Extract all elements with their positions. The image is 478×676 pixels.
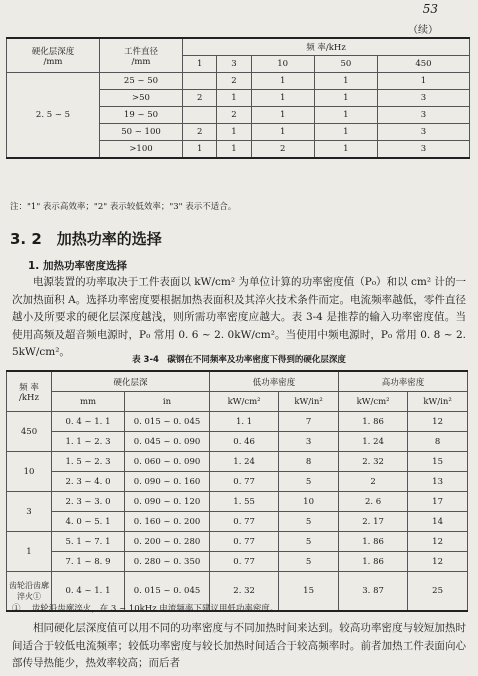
table-cell: 0. 045 ~ 0. 090: [125, 432, 210, 452]
table-cell: 2: [251, 141, 314, 159]
freq-group: 3: [7, 492, 52, 532]
table-cell: 1: [314, 90, 377, 107]
table-cell: 3: [377, 141, 469, 159]
table-cell: 4. 0 ~ 5. 1: [52, 512, 125, 532]
depth-group: 2. 5 ~ 5: [7, 73, 100, 159]
table-cell: [183, 107, 217, 124]
table-cell: 1. 1 ~ 2. 3: [52, 432, 125, 452]
table-cell: 3: [377, 90, 469, 107]
table-cell: 1. 86: [338, 552, 407, 572]
table-cell: 0. 77: [210, 472, 279, 492]
table-cell: 12: [408, 532, 468, 552]
table-cell: 0. 015 ~ 0. 045: [125, 572, 210, 612]
table-cell: 1: [251, 90, 314, 107]
table-cell: 0. 090 ~ 0. 160: [125, 472, 210, 492]
table-cell: 1: [314, 107, 377, 124]
table-cell: 3: [377, 107, 469, 124]
table-cell: 25: [408, 572, 468, 612]
table-cell: 13: [408, 472, 468, 492]
table-note: 注："1" 表示高效率；"2" 表示较低效率；"3" 表示不适合。: [10, 202, 237, 212]
table-cell: 1: [251, 124, 314, 141]
table-cell: 1. 55: [210, 492, 279, 512]
freq-col: 1: [183, 56, 217, 73]
header-kwin: kW/in²: [279, 392, 339, 412]
table-cell: 3: [377, 124, 469, 141]
table-cell: 0. 015 ~ 0. 045: [125, 412, 210, 432]
table-cell: 1: [217, 141, 251, 159]
table-cell: 1. 86: [338, 532, 407, 552]
table-cell: 2. 32: [210, 572, 279, 612]
continued-label: （续）: [408, 25, 438, 36]
freq-col: 450: [377, 56, 469, 73]
table-cell: 10: [279, 492, 339, 512]
table-cell: 3: [279, 432, 339, 452]
table-cell: 0. 46: [210, 432, 279, 452]
gear-label: 齿轮沿齿廓淬火①: [7, 572, 52, 612]
table-cell: 1: [251, 73, 314, 90]
diameter-cell: 50 ~ 100: [100, 124, 183, 141]
freq-group: 450: [7, 412, 52, 452]
diameter-cell: 19 ~ 50: [100, 107, 183, 124]
table-cell: 1: [183, 141, 217, 159]
header-in: in: [125, 392, 210, 412]
table-cell: 12: [408, 552, 468, 572]
header-kwcm: kW/cm²: [210, 392, 279, 412]
header-freq: 频 率 /kHz: [7, 371, 52, 412]
table-cell: 0. 4 ~ 1. 1: [52, 572, 125, 612]
table-cell: 8: [408, 432, 468, 452]
freq-col: 10: [251, 56, 314, 73]
table-cell: 0. 77: [210, 552, 279, 572]
header-low: 低功率密度: [210, 371, 339, 392]
table-cell: [183, 73, 217, 90]
table-cell: 0. 160 ~ 0. 200: [125, 512, 210, 532]
table-cell: 8: [279, 452, 339, 472]
table-cell: 1. 24: [210, 452, 279, 472]
table-cell: 1: [314, 141, 377, 159]
table-cell: 0. 060 ~ 0. 090: [125, 452, 210, 472]
table-cell: 0. 090 ~ 0. 120: [125, 492, 210, 512]
table-cell: 15: [279, 572, 339, 612]
table-cell: 5. 1 ~ 7. 1: [52, 532, 125, 552]
table-cell: 2. 6: [338, 492, 407, 512]
footnote: ① 齿轮沿齿廓淬火，在 3 ~ 10kHz 电流频率下建议用低功率密度。: [12, 604, 279, 614]
table-cell: 1. 1: [210, 412, 279, 432]
header-mm: mm: [52, 392, 125, 412]
table-cell: 14: [408, 512, 468, 532]
table-cell: 17: [408, 492, 468, 512]
paragraph-heating-time: 相同硬化层深度值可以用不同的功率密度与不同加热时间来达到。较高功率密度与较短加热时间适合于较低电流频率；较低功率密度与较长加热时间适合于较高频率时。前者加热工件表面向心部传导热能少，热效率较高；而后者: [12, 622, 466, 669]
table-cell: 2. 17: [338, 512, 407, 532]
table-cell: 12: [408, 412, 468, 432]
header-high: 高功率密度: [338, 371, 467, 392]
table-cell: 15: [408, 452, 468, 472]
table-cell: 2. 3 ~ 3. 0: [52, 492, 125, 512]
freq-col: 50: [314, 56, 377, 73]
table-cell: 2: [338, 472, 407, 492]
table-cell: 0. 77: [210, 532, 279, 552]
table-caption: 表 3-4 碳钢在不同频率及功率密度下得到的硬化层深度: [132, 355, 346, 365]
table-cell: 1: [314, 73, 377, 90]
header-kwcm: kW/cm²: [338, 392, 407, 412]
subsection-title: 1. 加热功率密度选择: [28, 260, 127, 272]
table-cell: 1. 5 ~ 2. 3: [52, 452, 125, 472]
paragraph-power-density: 电源装置的功率取决于工件表面以 kW/cm² 为单位计算的功率密度值（P₀）和以 cm² 计的一次加热面积 A。选择功率密度要根据加热表面积及其淬火技术条件而定。电流频率越低，零件直径越小及所要求的硬化层深度越浅，则所需功率密度应越大。表 3-4 是推荐的输入功率密度值。当使用高频及超音频电源时，P₀ 常用 0. 6 ~ 2. 0kW/cm²。当使用中频电源时，P₀ 常用 0. 8 ~ 2. 5kW/cm²。: [12, 276, 466, 358]
table-cell: 1: [217, 124, 251, 141]
table-cell: 5: [279, 512, 339, 532]
table-cell: 1: [217, 90, 251, 107]
table-cell: 2: [217, 73, 251, 90]
freq-group: 1: [7, 532, 52, 572]
table-cell: 0. 200 ~ 0. 280: [125, 532, 210, 552]
table-cell: 2. 32: [338, 452, 407, 472]
table-cell: 0. 280 ~ 0. 350: [125, 552, 210, 572]
diameter-cell: 25 ~ 50: [100, 73, 183, 90]
table-cell: 1: [314, 124, 377, 141]
table-cell: 2: [183, 124, 217, 141]
table-cell: 1. 24: [338, 432, 407, 452]
freq-group: 10: [7, 452, 52, 492]
table-cell: 1: [251, 107, 314, 124]
table-cell: 7. 1 ~ 8. 9: [52, 552, 125, 572]
table-cell: 2. 3 ~ 4. 0: [52, 472, 125, 492]
table-cell: 3. 87: [338, 572, 407, 612]
table-cell: 0. 77: [210, 512, 279, 532]
table-cell: 1: [377, 73, 469, 90]
header-depth: 硬化层深度 /mm: [7, 38, 100, 73]
page-number: 53: [422, 2, 438, 16]
table-cell: 2: [217, 107, 251, 124]
table-cell: 5: [279, 472, 339, 492]
table-cell: 0. 4 ~ 1. 1: [52, 412, 125, 432]
header-kwin: kW/in²: [408, 392, 468, 412]
hardening-depth-table: [6, 370, 468, 612]
frequency-efficiency-table: [6, 37, 470, 159]
header-frequency: 频 率/kHz: [183, 38, 470, 56]
diameter-cell: >50: [100, 90, 183, 107]
diameter-cell: >100: [100, 141, 183, 159]
table-cell: 2: [183, 90, 217, 107]
table-cell: 1. 86: [338, 412, 407, 432]
section-title: 3. 2 加热功率的选择: [10, 230, 162, 248]
table-cell: 5: [279, 532, 339, 552]
table-cell: 5: [279, 552, 339, 572]
header-depth: 硬化层深: [52, 371, 210, 392]
header-diameter: 工件直径 /mm: [100, 38, 183, 73]
freq-col: 3: [217, 56, 251, 73]
table-cell: 7: [279, 412, 339, 432]
